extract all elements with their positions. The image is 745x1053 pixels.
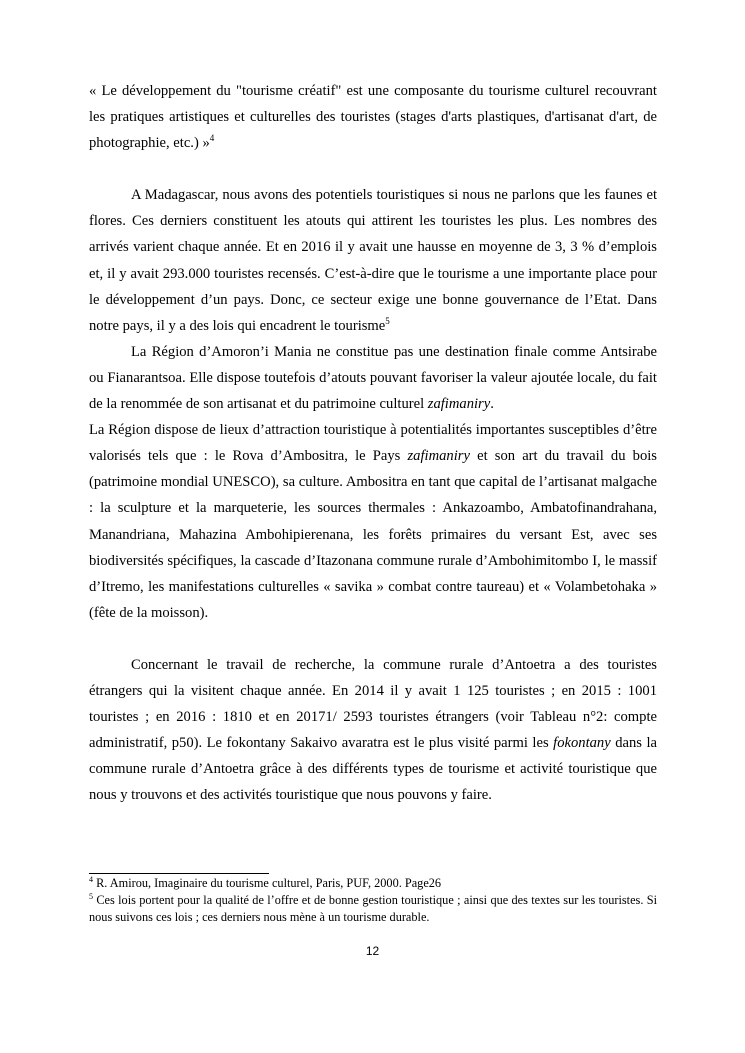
paragraph-research	[89, 652, 657, 809]
paragraph-attractions-text-2: et son art du travail du bois (patrimoine mondial UNESCO), sa culture. Ambositra en tant que capital de l’artisanat malgache : la sculpture et la marqueterie, les sources thermales : Ankazoambo, Ambatofinandrahana, Manandriana, Mahazina Ambohipierenana, les forêts primaires du versant Est, avec ses biodiversités spécifiques, la cascade d’Itazonana commune rurale d’Ambohimitombo I, le massif d’Itremo, les manifestations culturelles « savika » combat contre taureau) et « Volambetohaka » (fête de la moisson).	[89, 448, 657, 621]
paragraph-region-amoroni-mania	[89, 339, 657, 417]
footnote-5	[89, 892, 657, 926]
term-zafimaniry: zafimaniry	[407, 448, 470, 465]
paragraph-region-text: La Région d’Amoron’i Mania ne constitue pas une destination finale comme Antsirabe ou Fianarantsoa. Elle dispose toutefois d’atouts pouvant favoriser la valeur ajoutée locale, du fait de la renommée de son artisanat et du patrimoine culturel	[89, 343, 657, 413]
page-body	[89, 78, 657, 808]
footnote-separator	[89, 873, 269, 874]
footnote-4	[89, 875, 657, 892]
quote-paragraph	[89, 78, 657, 156]
quote-text: « Le développement du "tourisme créatif" est une composante du tourisme culturel recouvrant les pratiques artistiques et culturelles des touristes (stages d'arts plastiques, d'artisanat d'art, de photographie, etc.) »	[89, 83, 657, 152]
paragraph-attractions-text-1: La Région dispose de lieux d’attraction touristique à potentialités importantes susceptibles d’être valorisés tels que : le Rova d’Ambositra, le Pays	[89, 422, 657, 465]
paragraph-gap	[89, 626, 657, 652]
footnote-text: Ces lois portent pour la qualité de l’offre et de bonne gestion touristique ; ainsi que des textes sur les touristes. Si nous suivons ces lois ; ces derniers nous mène à un tourisme durable.	[89, 893, 657, 924]
paragraph-region-end: .	[490, 396, 494, 413]
paragraph-attractions	[89, 417, 657, 626]
footnotes	[89, 875, 657, 926]
paragraph-research-text-1: Concernant le travail de recherche, la commune rurale d’Antoetra a des touristes étrangers qui la visitent chaque année. En 2014 il y avait 1 125 touristes ; en 2015 : 1001 touristes ; en 2016 : 1810 et en 20171/ 2593 touristes étrangers (voir Tableau n°2: compte administratif, p50). Le fokontany Sakaivo avaratra est le plus visité parmi les	[89, 656, 657, 752]
footnote-number: 5	[89, 891, 93, 901]
footnote-text: R. Amirou, Imaginaire du tourisme culturel, Paris, PUF, 2000. Page26	[93, 876, 442, 890]
footnote-ref-5[interactable]: 5	[385, 315, 390, 326]
term-fokontany: fokontany	[553, 735, 611, 752]
paragraph-gap	[89, 156, 657, 182]
paragraph-madagascar-text: A Madagascar, nous avons des potentiels touristiques si nous ne parlons que les faunes et flores. Ces derniers constituent les atouts qui attirent les touristes les plus. Les nombres des arrivés varient chaque année. Et en 2016 il y avait une hausse en moyenne de 3, 3 % d’emplois et, il y avait 293.000 touristes recensés. C’est-à-dire que le tourisme a une importante place pour le développement d’un pays. Donc, ce secteur exige une bonne gouvernance de l’Etat. Dans notre pays, il y a des lois qui encadrent le tourisme	[89, 187, 657, 334]
footnote-number: 4	[89, 874, 93, 884]
footnote-ref-4[interactable]: 4	[209, 133, 215, 144]
paragraph-madagascar	[89, 182, 657, 339]
paragraph-research-text-2: dans la commune rurale d’Antoetra grâce à des différents types de tourisme et activité touristique que nous y trouvons et des activités touristique que nous pouvons y faire.	[89, 735, 657, 804]
page-number: 12	[365, 944, 380, 958]
term-zafimaniry: zafimaniry	[427, 396, 491, 413]
